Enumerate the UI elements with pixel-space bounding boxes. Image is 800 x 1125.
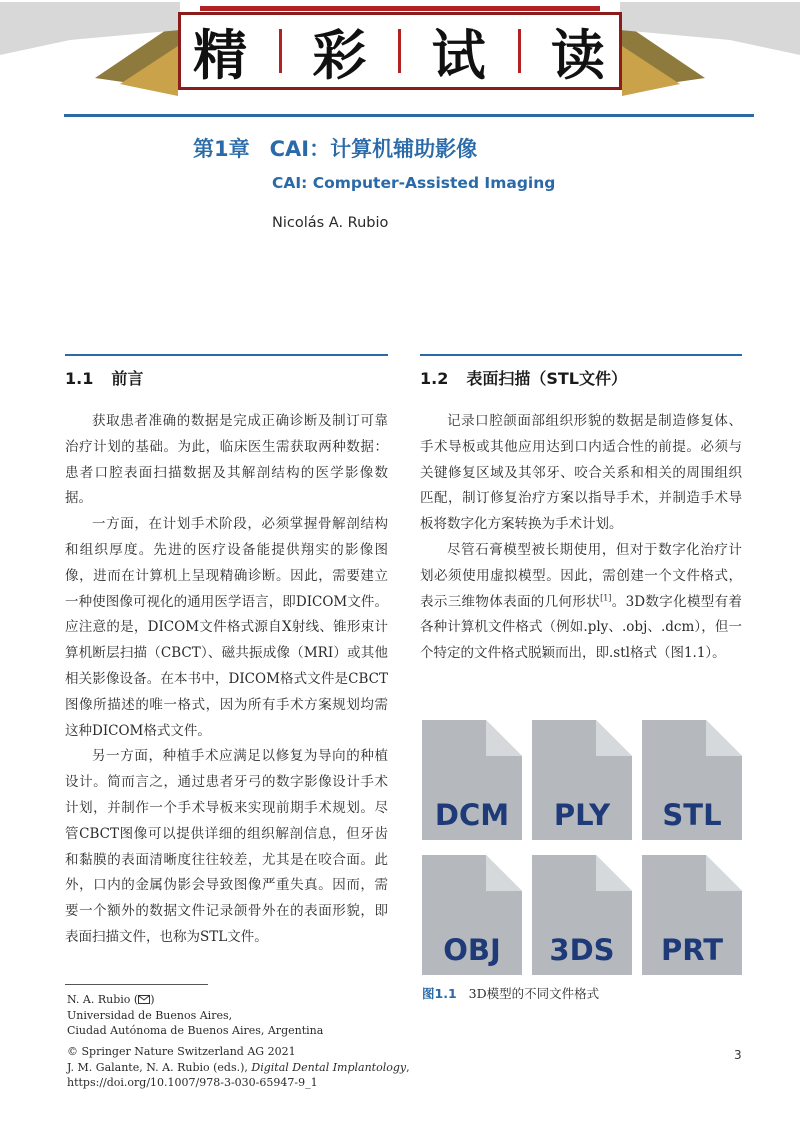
file-format-tile-stl (642, 720, 742, 840)
copyright-block (67, 1044, 410, 1091)
file-format-label: 3DS (549, 933, 615, 967)
banner-char: 精 (193, 23, 250, 87)
section-number: 1.2 (420, 369, 449, 388)
banner-char: 彩 (312, 23, 369, 87)
chapter-title-english: CAI: Computer-Assisted Imaging (272, 174, 556, 192)
file-format-label: OBJ (443, 933, 501, 967)
figure-caption (422, 984, 599, 1002)
copyright-line: © Springer Nature Switzerland AG 2021 (67, 1045, 296, 1058)
chapter-author: Nicolás A. Rubio (272, 215, 389, 231)
figure-number: 图1.1 (422, 986, 457, 1001)
footnote-name-line (67, 992, 323, 1008)
footnote-name: N. A. Rubio ( (67, 993, 139, 1006)
chapter-title (193, 133, 477, 163)
banner-title (178, 12, 622, 90)
footnote-affiliation: Universidad de Buenos Aires, (67, 1008, 233, 1022)
file-format-label: DCM (434, 798, 510, 832)
citation-line (67, 1060, 410, 1076)
paragraph: 记录口腔颌面部组织形貌的数据是制造修复体、手术导板或其他应用达到口内适合性的前提。必须与关键修复区域及其邻牙、咬合关系和相关的周围组织匹配，制订修复治疗方案以指导手术，并制造手术导板将数字化方案转换为手术计划。 (420, 413, 742, 533)
file-format-label: PRT (660, 933, 724, 967)
chapter-title-text: CAI：计算机辅助影像 (269, 137, 478, 161)
section-title: 前言 (111, 369, 144, 388)
paragraph-text: 尽管石膏模型被长期使用，但对于数字化治疗计划必须使用虚拟模型。因此，需创建一个文件格式，表示三维物体表面的几何形状 (420, 541, 742, 610)
file-format-tile-obj (422, 855, 522, 975)
section-1-2-body (420, 409, 742, 667)
book-title: Digital Dental Implantology (251, 1060, 407, 1074)
citation-editors: J. M. Galante, N. A. Rubio (eds.), (67, 1060, 252, 1074)
file-format-tile-ply (532, 720, 632, 840)
file-format-label: PLY (553, 798, 611, 832)
banner-divider (518, 29, 521, 73)
section-title: 表面扫描（STL文件） (466, 369, 627, 388)
footnote-name-close: ) (150, 993, 155, 1006)
figure-caption-text: 3D模型的不同文件格式 (468, 986, 600, 1001)
banner-divider (398, 29, 401, 73)
section-rule (420, 354, 742, 356)
footnote-affiliation: Ciudad Autónoma de Buenos Aires, Argentina (67, 1024, 324, 1037)
banner-char: 读 (550, 23, 607, 87)
citation-ref: [1] (600, 593, 612, 603)
banner-divider (279, 29, 282, 73)
file-format-label: STL (662, 798, 722, 832)
file-format-tile-3ds (532, 855, 632, 975)
section-heading-1-2 (420, 366, 627, 389)
chapter-number: 第1章 (193, 137, 250, 161)
paragraph (420, 538, 742, 667)
paragraph: 一方面，在计划手术阶段，必须掌握骨解剖结构和组织厚度。先进的医疗设备能提供翔实的影像图像，进而在计算机上呈现精确诊断。因此，需要建立一种使图像可视化的通用医学语言，即DICOM文件。应注意的是，DICOM文件格式源自X射线、锥形束计算机断层扫描（CBCT）、磁共振成像（MRI）或其他相关影像设备。在本书中，DICOM格式文件是CBCT图像所描述的唯一格式，因为所有手术方案规划均需这种DICOM格式文件。 (65, 516, 388, 739)
top-rule (64, 114, 754, 117)
section-1-1-body (65, 409, 388, 951)
footnote-rule (65, 984, 208, 985)
envelope-icon (138, 995, 150, 1004)
header-banner (0, 0, 800, 108)
paragraph: 另一方面，种植手术应满足以修复为导向的种植设计。简而言之，通过患者牙弓的数字影像设计手术计划，并制作一个手术导板来实现前期手术规划。尽管CBCT图像可以提供详细的组织解剖信息，但牙齿和黏膜的表面清晰度往往较差，尤其是在咬合面。此外，口内的金属伪影会导致图像严重失真。因而，需要一个额外的数据文件记录颌骨外在的表面形貌，即表面扫描文件，也称为STL文件。 (65, 748, 388, 945)
paragraph-text: 。3D数字化模型有着各种计算机文件格式（例如.ply、.obj、.dcm），但一个特定的文件格式脱颖而出，即.stl格式（图1.1）。 (420, 593, 742, 662)
banner-char: 试 (431, 23, 488, 87)
author-footnote (67, 992, 323, 1039)
section-number: 1.1 (65, 369, 94, 388)
section-heading-1-1 (65, 366, 143, 389)
figure-file-formats (422, 720, 742, 975)
paragraph: 获取患者准确的数据是完成正确诊断及制订可靠治疗计划的基础。为此，临床医生需获取两种数据：患者口腔表面扫描数据及其解剖结构的医学影像数据。 (65, 413, 388, 507)
doi-link[interactable]: https://doi.org/10.1007/978-3-030-65947-9_1 (67, 1076, 318, 1089)
page-number: 3 (734, 1048, 742, 1062)
citation-punct: , (406, 1060, 410, 1074)
file-format-tile-dcm (422, 720, 522, 840)
section-rule (65, 354, 388, 356)
file-format-tile-prt (642, 855, 742, 975)
